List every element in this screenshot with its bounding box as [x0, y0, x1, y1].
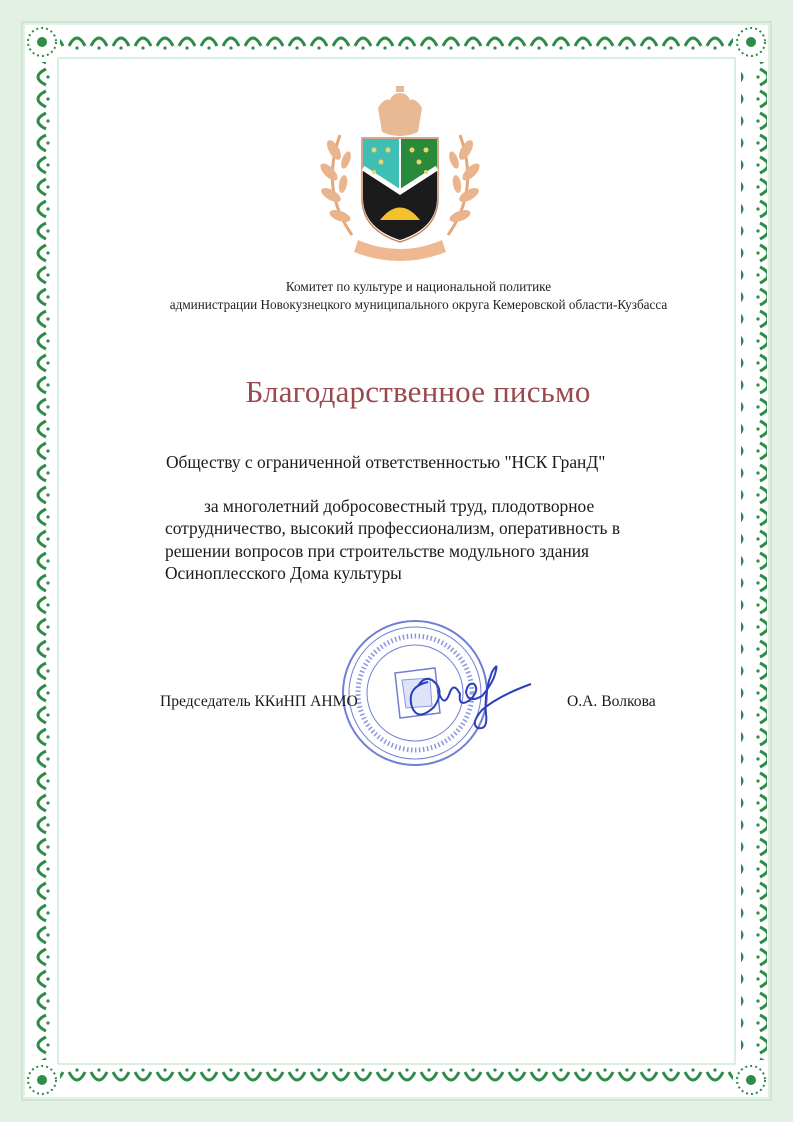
signatory-name: О.А. Волкова [567, 693, 656, 710]
issuer-line-1: Комитет по культуре и национальной политике [285, 279, 552, 294]
body-line-4: Осиноплесского Дома культуры [165, 563, 402, 583]
handwritten-signature [398, 652, 533, 734]
body-line-1: за многолетний добросовестный труд, плодотворное [204, 496, 595, 516]
municipal-coat-of-arms-icon [300, 80, 500, 265]
document-title: Благодарственное письмо [245, 374, 591, 409]
body-line-2: сотрудничество, высокий профессионализм, оперативность в [165, 518, 621, 538]
body-line-3: решении вопросов при строительстве модульного здания [165, 541, 590, 561]
issuer-line-2: администрации Новокузнецкого муниципального округа Кемеровской области-Кузбасса [169, 297, 668, 312]
signatory-position: Председатель ККиНП АНМО [160, 693, 358, 710]
recipient-line: Обществу с ограниченной ответственностью "НСК ГранД" [166, 452, 606, 472]
